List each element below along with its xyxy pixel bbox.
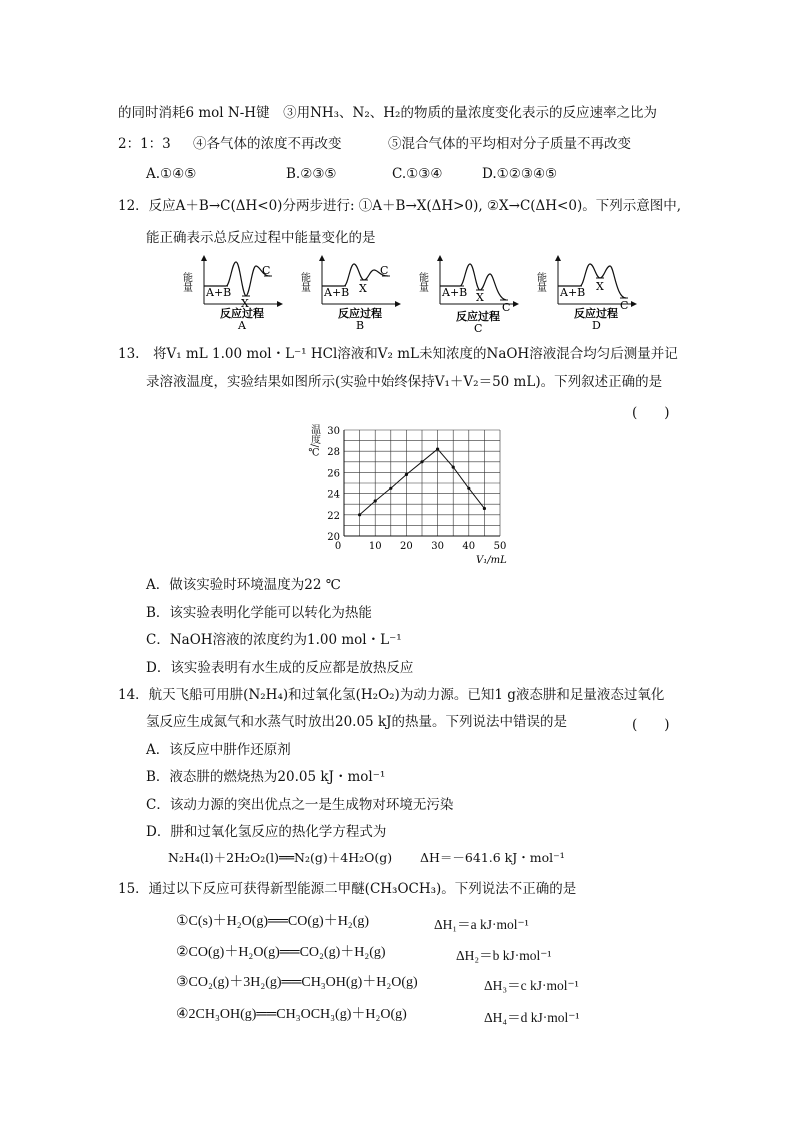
condition-4: ④各气体的浓度不再改变 (193, 136, 342, 152)
diagram-a (181, 258, 281, 332)
diagram-a-xlabel: 反应过程 (220, 307, 264, 320)
data-point (389, 487, 392, 490)
chart-ticks (327, 426, 506, 552)
data-point (420, 460, 423, 463)
diagram-c-ylabel: 能量 (416, 272, 428, 292)
diagram-a-ylabel: 能量 (180, 272, 192, 292)
diagram-d (535, 258, 635, 332)
data-point (436, 447, 439, 450)
q14-answer-paren: ( ) (632, 717, 670, 733)
q14-option-c: C．该动力源的突出优点之一是生成物对环境无污染 (146, 797, 454, 813)
q12-line-1: 12．反应A＋B→C(ΔH<0)分两步进行: ①A＋B→X(ΔH>0), ②X→C(ΔH<0)。下列示意图中, (118, 198, 682, 214)
q14-option-b: B．液态肼的燃烧热为20.05 kJ・mol⁻¹ (146, 769, 386, 785)
diagram-c (417, 258, 517, 334)
diagram-c-xlabel: 反应过程 (456, 310, 500, 323)
q13-option-d: D．该实验表明有水生成的反应都是放热反应 (146, 660, 414, 676)
option-b: B.②③⑤ (286, 166, 337, 182)
option-c: C.①③④ (392, 166, 443, 182)
y-tick-label: 28 (327, 447, 340, 459)
option-d: D.①②③④⑤ (482, 166, 558, 182)
diagram-b-inter: X (359, 282, 367, 295)
x-tick-label: 50 (493, 541, 507, 552)
y-tick-label: 30 (327, 426, 340, 437)
q15-reaction-2: ②CO(g)＋H₂O(g)══CO₂(g)＋H₂(g) (176, 945, 386, 960)
diagram-a-letter: A (238, 319, 246, 332)
data-point (405, 473, 408, 476)
x-tick-label: 40 (462, 541, 476, 552)
q15-reaction-3-dh: ΔH₃＝c kJ·mol⁻¹ (484, 978, 579, 993)
q13-line-2: 录溶液温度，实验结果如图所示(实验中始终保持V₁＋V₂＝50 mL)。下列叙述正确的是 (146, 374, 663, 390)
condition-5: ⑤混合气体的平均相对分子质量不再改变 (388, 136, 631, 152)
chart-ylabel: 温度/℃ (308, 424, 320, 459)
diagram-b-letter: B (356, 319, 365, 332)
diagram-b-ylabel: 能量 (298, 272, 310, 292)
x-tick-label: 10 (368, 541, 382, 552)
q15-reaction-2-dh: ΔH₂＝b kJ·mol⁻¹ (456, 948, 552, 963)
data-point (374, 499, 377, 502)
ratio-text: 2：1：3 (118, 136, 171, 152)
diagram-b-product: C (380, 264, 389, 277)
q14-equation: N₂H₄(l)＋2H₂O₂(l)══N₂(g)＋4H₂O(g) (168, 850, 393, 865)
data-point (483, 507, 486, 510)
q14-line-2: 氢反应生成氮气和水蒸气时放出20.05 kJ的热量。下列说法中错误的是 (146, 714, 568, 730)
diagram-a-product: C (262, 264, 271, 277)
diagram-b-xlabel: 反应过程 (338, 307, 382, 320)
diagram-d-product: C (620, 299, 629, 312)
data-point (467, 487, 470, 490)
diagram-d-xlabel: 反应过程 (574, 307, 618, 320)
q14-option-d: D．肼和过氧化氢反应的热化学方程式为 (146, 824, 387, 840)
x-tick-label: 20 (400, 541, 413, 552)
temperature-chart (300, 420, 520, 570)
q15-reaction-1: ①C(s)＋H₂O(g)══CO(g)＋H₂(g) (176, 914, 370, 929)
diagram-d-inter: X (596, 280, 604, 293)
diagram-d-reactant: A+B (560, 286, 586, 299)
diagram-d-letter: D (592, 319, 601, 332)
q13-answer-paren: ( ) (632, 405, 670, 421)
data-point (452, 466, 455, 469)
q15-reaction-4: ④2CH₃OH(g)══CH₃OCH₃(g)＋H₂O(g) (176, 1007, 407, 1022)
intro-line-1: 的同时消耗6 mol N-H键 ③用NH₃、N₂、H₂的物质的量浓度变化表示的反应速率之比为 (118, 105, 657, 121)
diagram-c-inter: X (476, 291, 484, 304)
chart-xlabel: V₁/mL (476, 555, 507, 566)
q13-option-a: A．做该实验时环境温度为22 ℃ (146, 577, 341, 593)
q14-line-1: 14．航天飞船可用肼(N₂H₄)和过氧化氢(H₂O₂)为动力源。已知1 g液态肼和足量液态过氧化 (118, 687, 665, 703)
q13-option-b: B．该实验表明化学能可以转化为热能 (146, 605, 372, 621)
y-tick-label: 20 (327, 532, 340, 543)
q14-option-a: A．该反应中肼作还原剂 (146, 742, 291, 758)
q13-option-c: C．NaOH溶液的浓度约为1.00 mol・L⁻¹ (146, 632, 402, 648)
diagram-c-letter: C (474, 322, 483, 334)
intro-line-2 (118, 135, 631, 153)
diagram-a-reactant: A+B (206, 286, 232, 299)
diagram-b-reactant: A+B (324, 286, 350, 299)
q14-equation-dh: ΔH＝－641.6 kJ・mol⁻¹ (420, 850, 565, 865)
data-point (358, 513, 361, 516)
energy-diagrams (180, 254, 660, 334)
option-a: A.①④⑤ (146, 166, 197, 182)
diagram-c-reactant: A+B (442, 286, 468, 299)
q13-line-1: 13. 将V₁ mL 1.00 mol・L⁻¹ HCl溶液和V₂ mL未知浓度的NaOH溶液混合均匀后测量并记 (118, 346, 678, 362)
chart-grid (344, 430, 500, 536)
q15-reaction-4-dh: ΔH₄＝d kJ·mol⁻¹ (484, 1010, 580, 1025)
diagram-d-ylabel: 能量 (534, 272, 546, 292)
y-tick-label: 26 (327, 468, 340, 480)
x-tick-label: 30 (431, 541, 444, 552)
diagram-c-product: C (502, 301, 511, 314)
y-tick-label: 24 (327, 489, 340, 501)
q15-reaction-1-dh: ΔH₁＝a kJ·mol⁻¹ (434, 917, 529, 932)
diagram-b (299, 258, 399, 332)
y-tick-label: 22 (327, 510, 340, 522)
q12-line-2: 能正确表示总反应过程中能量变化的是 (146, 230, 376, 246)
x-origin-label: 0 (334, 541, 342, 552)
q15-line-1: 15．通过以下反应可获得新型能源二甲醚(CH₃OCH₃)。下列说法不正确的是 (118, 881, 577, 897)
q15-reaction-3: ③CO₂(g)＋3H₂(g)══CH₃OH(g)＋H₂O(g) (176, 975, 418, 990)
diagram-a-inter: X (241, 297, 249, 310)
